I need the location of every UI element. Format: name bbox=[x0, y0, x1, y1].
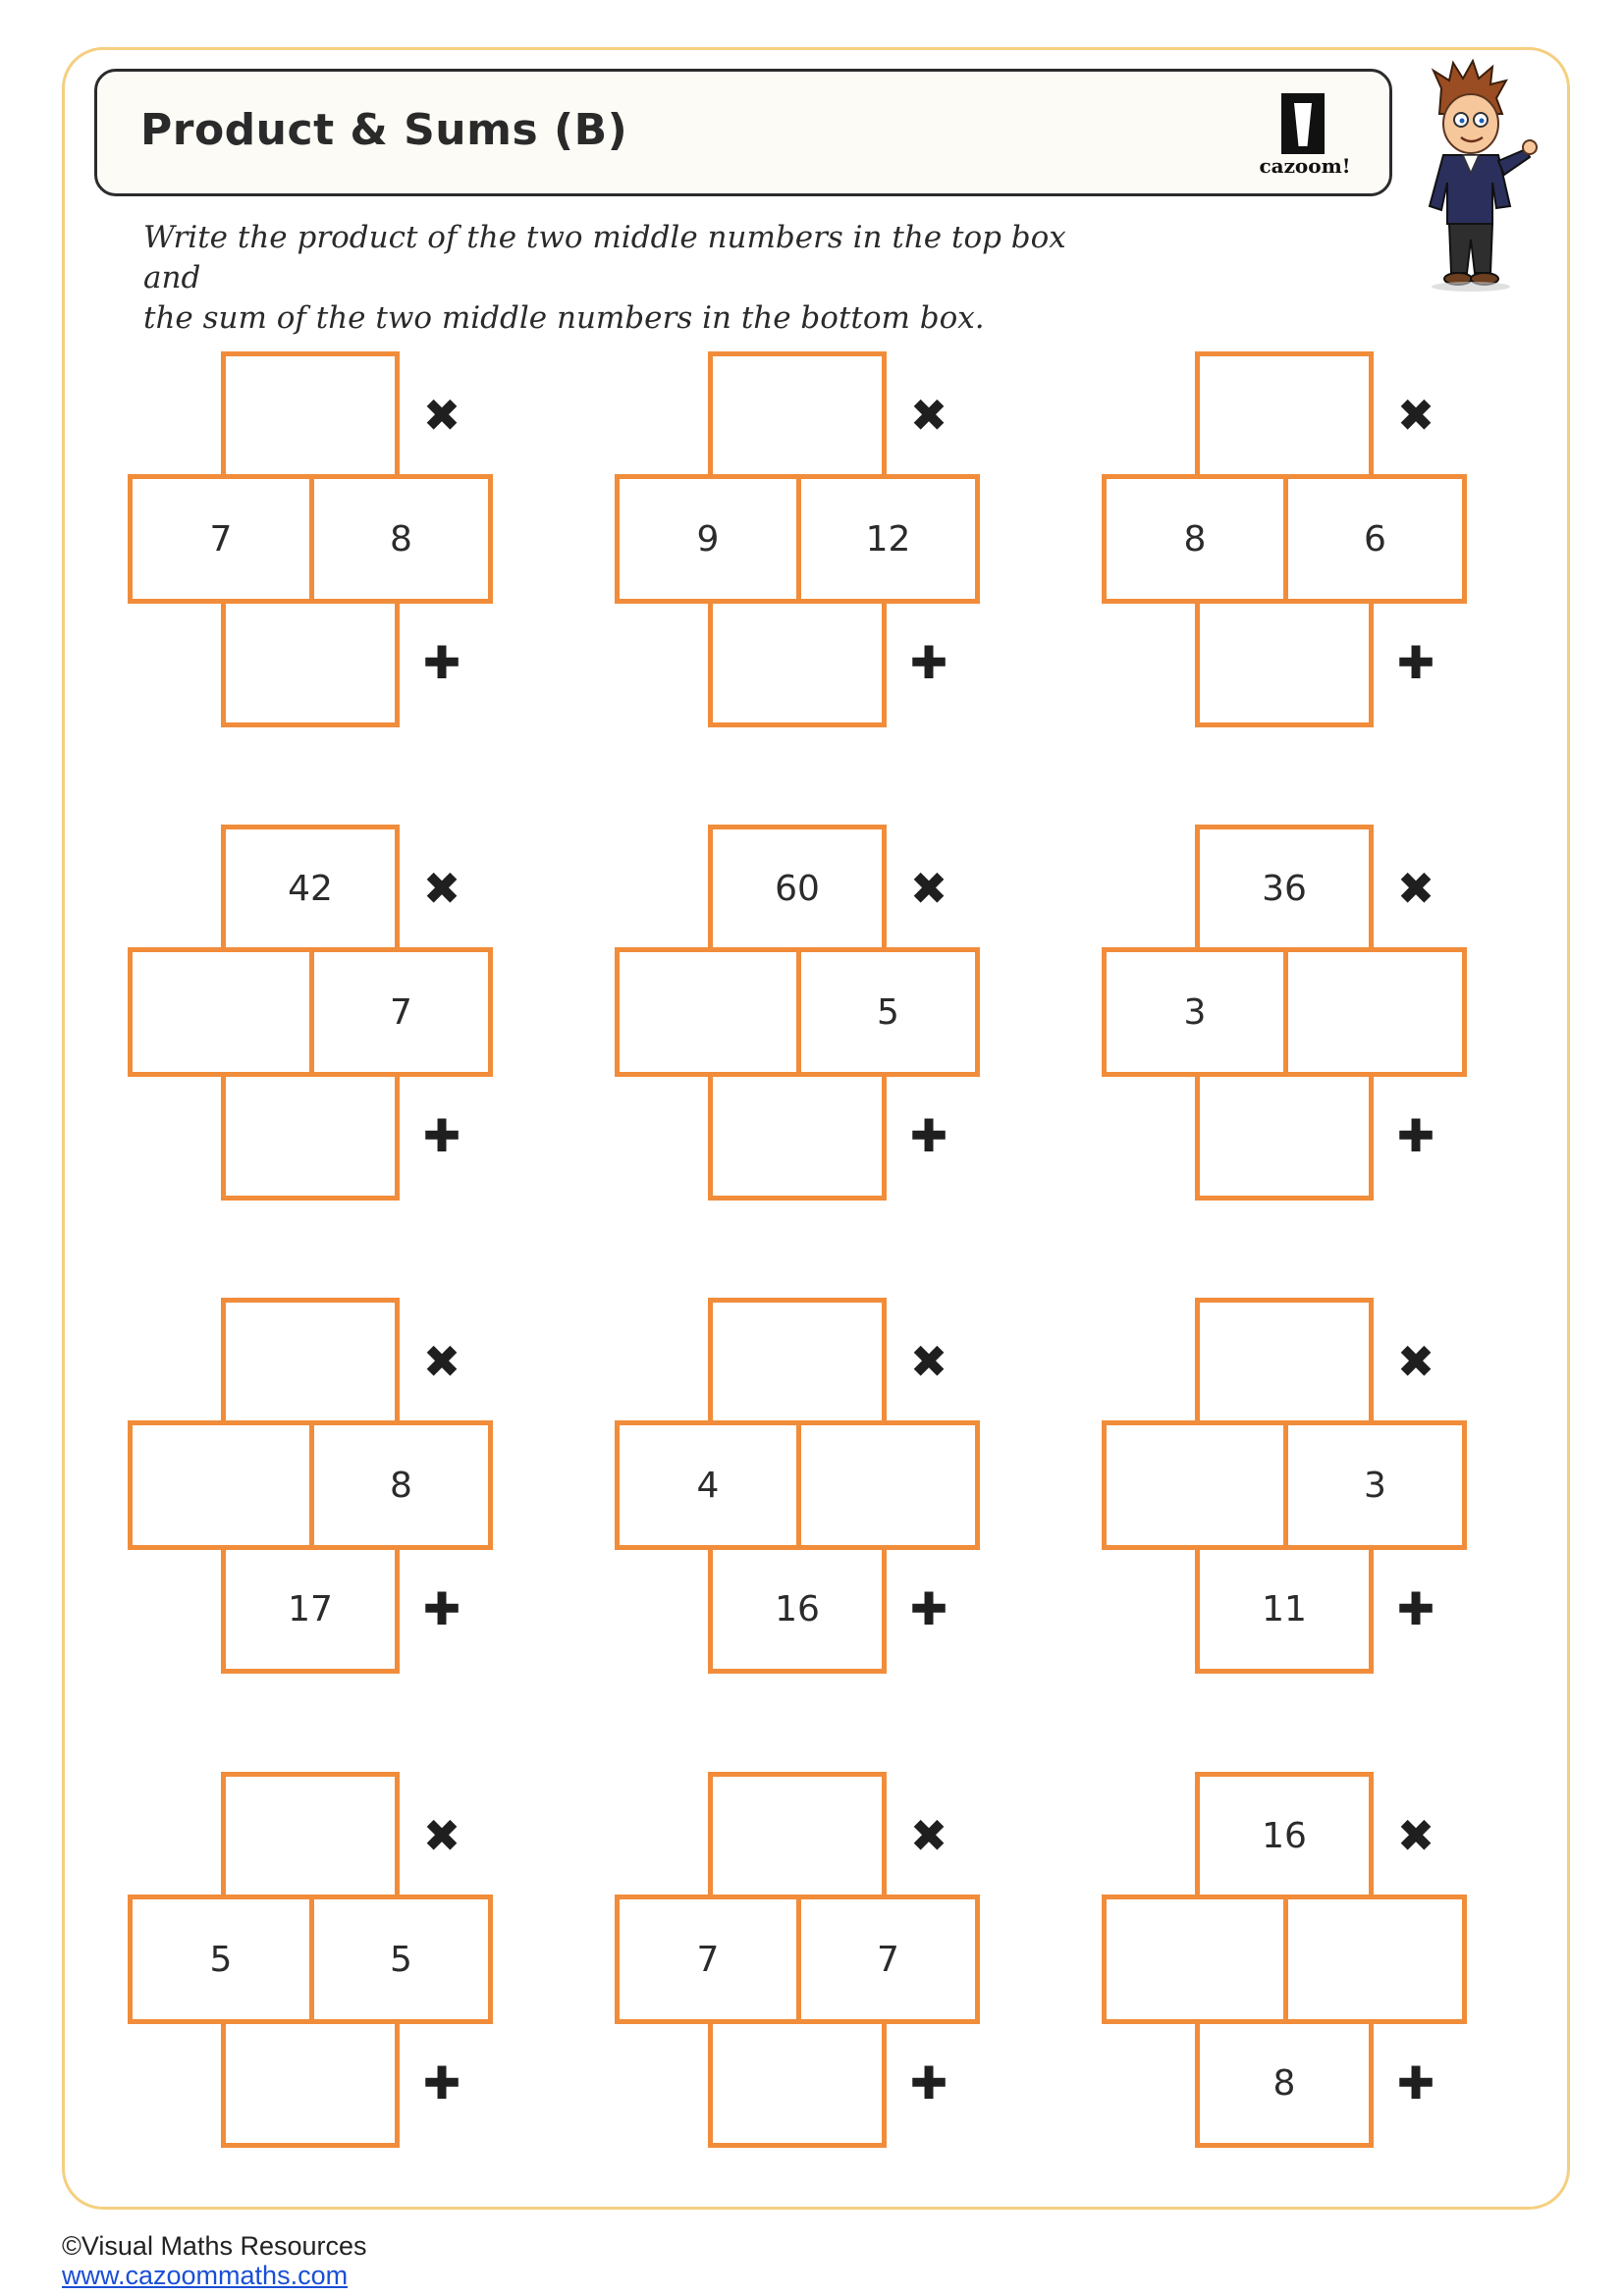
middle-number-left bbox=[615, 947, 801, 1077]
middle-number-left bbox=[1102, 1420, 1288, 1550]
sum-answer-box[interactable]: 17 bbox=[221, 1545, 400, 1674]
multiply-icon: ✖ bbox=[422, 1335, 461, 1388]
middle-number-left: 3 bbox=[1102, 947, 1288, 1077]
puzzle bbox=[615, 351, 980, 730]
puzzle bbox=[1102, 825, 1467, 1203]
website-link[interactable]: www.cazoommaths.com bbox=[62, 2261, 349, 2290]
sum-answer-box[interactable] bbox=[708, 1072, 887, 1201]
middle-number-right bbox=[1283, 1895, 1467, 2024]
plus-icon: ✚ bbox=[422, 1582, 461, 1635]
sum-answer-box[interactable] bbox=[1195, 599, 1374, 727]
sum-answer-box[interactable] bbox=[221, 599, 400, 727]
puzzle bbox=[128, 1298, 493, 1677]
product-answer-box[interactable] bbox=[708, 351, 887, 479]
middle-number-left bbox=[1102, 1895, 1288, 2024]
middle-number-right: 5 bbox=[309, 1895, 493, 2024]
middle-number-left: 7 bbox=[615, 1895, 801, 2024]
plus-icon: ✚ bbox=[1396, 1582, 1435, 1635]
puzzle bbox=[1102, 1298, 1467, 1677]
page-title: Product & Sums (B) bbox=[140, 105, 628, 155]
multiply-icon: ✖ bbox=[422, 862, 461, 915]
plus-icon: ✚ bbox=[1396, 2056, 1435, 2109]
multiply-icon: ✖ bbox=[909, 862, 948, 915]
puzzle bbox=[1102, 351, 1467, 730]
middle-number-right: 5 bbox=[796, 947, 980, 1077]
middle-number-left: 5 bbox=[128, 1895, 314, 2024]
sum-answer-box[interactable]: 8 bbox=[1195, 2019, 1374, 2148]
plus-icon: ✚ bbox=[909, 2056, 948, 2109]
product-answer-box[interactable] bbox=[221, 1298, 400, 1425]
middle-number-left: 7 bbox=[128, 474, 314, 604]
middle-number-right bbox=[1283, 947, 1467, 1077]
multiply-icon: ✖ bbox=[909, 1335, 948, 1388]
plus-icon: ✚ bbox=[1396, 636, 1435, 689]
product-answer-box[interactable]: 36 bbox=[1195, 825, 1374, 952]
title-banner bbox=[94, 69, 1392, 196]
puzzle bbox=[615, 1772, 980, 2151]
middle-number-left bbox=[128, 1420, 314, 1550]
plus-icon: ✚ bbox=[422, 636, 461, 689]
plus-icon: ✚ bbox=[422, 1109, 461, 1162]
plus-icon: ✚ bbox=[909, 1109, 948, 1162]
middle-number-right: 12 bbox=[796, 474, 980, 604]
plus-icon: ✚ bbox=[422, 2056, 461, 2109]
product-answer-box[interactable]: 16 bbox=[1195, 1772, 1374, 1899]
footer bbox=[62, 2231, 367, 2290]
puzzle bbox=[128, 351, 493, 730]
instructions-line-1: Write the product of the two middle numbers in the top box and bbox=[143, 220, 1066, 295]
product-answer-box[interactable] bbox=[1195, 1298, 1374, 1425]
product-answer-box[interactable]: 42 bbox=[221, 825, 400, 952]
instructions bbox=[143, 218, 1125, 339]
sum-answer-box[interactable]: 16 bbox=[708, 1545, 887, 1674]
puzzle bbox=[128, 825, 493, 1203]
sum-answer-box[interactable]: 11 bbox=[1195, 1545, 1374, 1674]
sum-answer-box[interactable] bbox=[221, 2019, 400, 2148]
middle-number-right: 8 bbox=[309, 1420, 493, 1550]
mascot-boy-illustration bbox=[1404, 59, 1542, 294]
plus-icon: ✚ bbox=[1396, 1109, 1435, 1162]
puzzle bbox=[615, 1298, 980, 1677]
plus-icon: ✚ bbox=[909, 636, 948, 689]
product-answer-box[interactable] bbox=[708, 1772, 887, 1899]
middle-number-right bbox=[796, 1420, 980, 1550]
product-answer-box[interactable] bbox=[708, 1298, 887, 1425]
multiply-icon: ✖ bbox=[1396, 1335, 1435, 1388]
cazoom-logo bbox=[1250, 89, 1360, 180]
middle-number-right: 8 bbox=[309, 474, 493, 604]
sum-answer-box[interactable] bbox=[221, 1072, 400, 1201]
product-answer-box[interactable] bbox=[221, 351, 400, 479]
multiply-icon: ✖ bbox=[909, 1809, 948, 1862]
instructions-line-2: the sum of the two middle numbers in the bottom box. bbox=[143, 300, 985, 336]
multiply-icon: ✖ bbox=[1396, 1809, 1435, 1862]
middle-number-left: 4 bbox=[615, 1420, 801, 1550]
middle-number-left: 8 bbox=[1102, 474, 1288, 604]
middle-number-right: 3 bbox=[1283, 1420, 1467, 1550]
multiply-icon: ✖ bbox=[422, 389, 461, 442]
puzzle bbox=[615, 825, 980, 1203]
middle-number-left: 9 bbox=[615, 474, 801, 604]
middle-number-left bbox=[128, 947, 314, 1077]
cazoom-logo-mark-icon bbox=[1281, 93, 1325, 154]
product-answer-box[interactable] bbox=[221, 1772, 400, 1899]
multiply-icon: ✖ bbox=[1396, 862, 1435, 915]
middle-number-right: 7 bbox=[309, 947, 493, 1077]
copyright-text: ©Visual Maths Resources bbox=[62, 2231, 367, 2261]
multiply-icon: ✖ bbox=[1396, 389, 1435, 442]
plus-icon: ✚ bbox=[909, 1582, 948, 1635]
sum-answer-box[interactable] bbox=[708, 2019, 887, 2148]
middle-number-right: 6 bbox=[1283, 474, 1467, 604]
sum-answer-box[interactable] bbox=[1195, 1072, 1374, 1201]
product-answer-box[interactable] bbox=[1195, 351, 1374, 479]
puzzle bbox=[1102, 1772, 1467, 2151]
multiply-icon: ✖ bbox=[909, 389, 948, 442]
multiply-icon: ✖ bbox=[422, 1809, 461, 1862]
puzzle bbox=[128, 1772, 493, 2151]
cazoom-logo-text: cazoom! bbox=[1259, 154, 1351, 178]
product-answer-box[interactable]: 60 bbox=[708, 825, 887, 952]
sum-answer-box[interactable] bbox=[708, 599, 887, 727]
middle-number-right: 7 bbox=[796, 1895, 980, 2024]
